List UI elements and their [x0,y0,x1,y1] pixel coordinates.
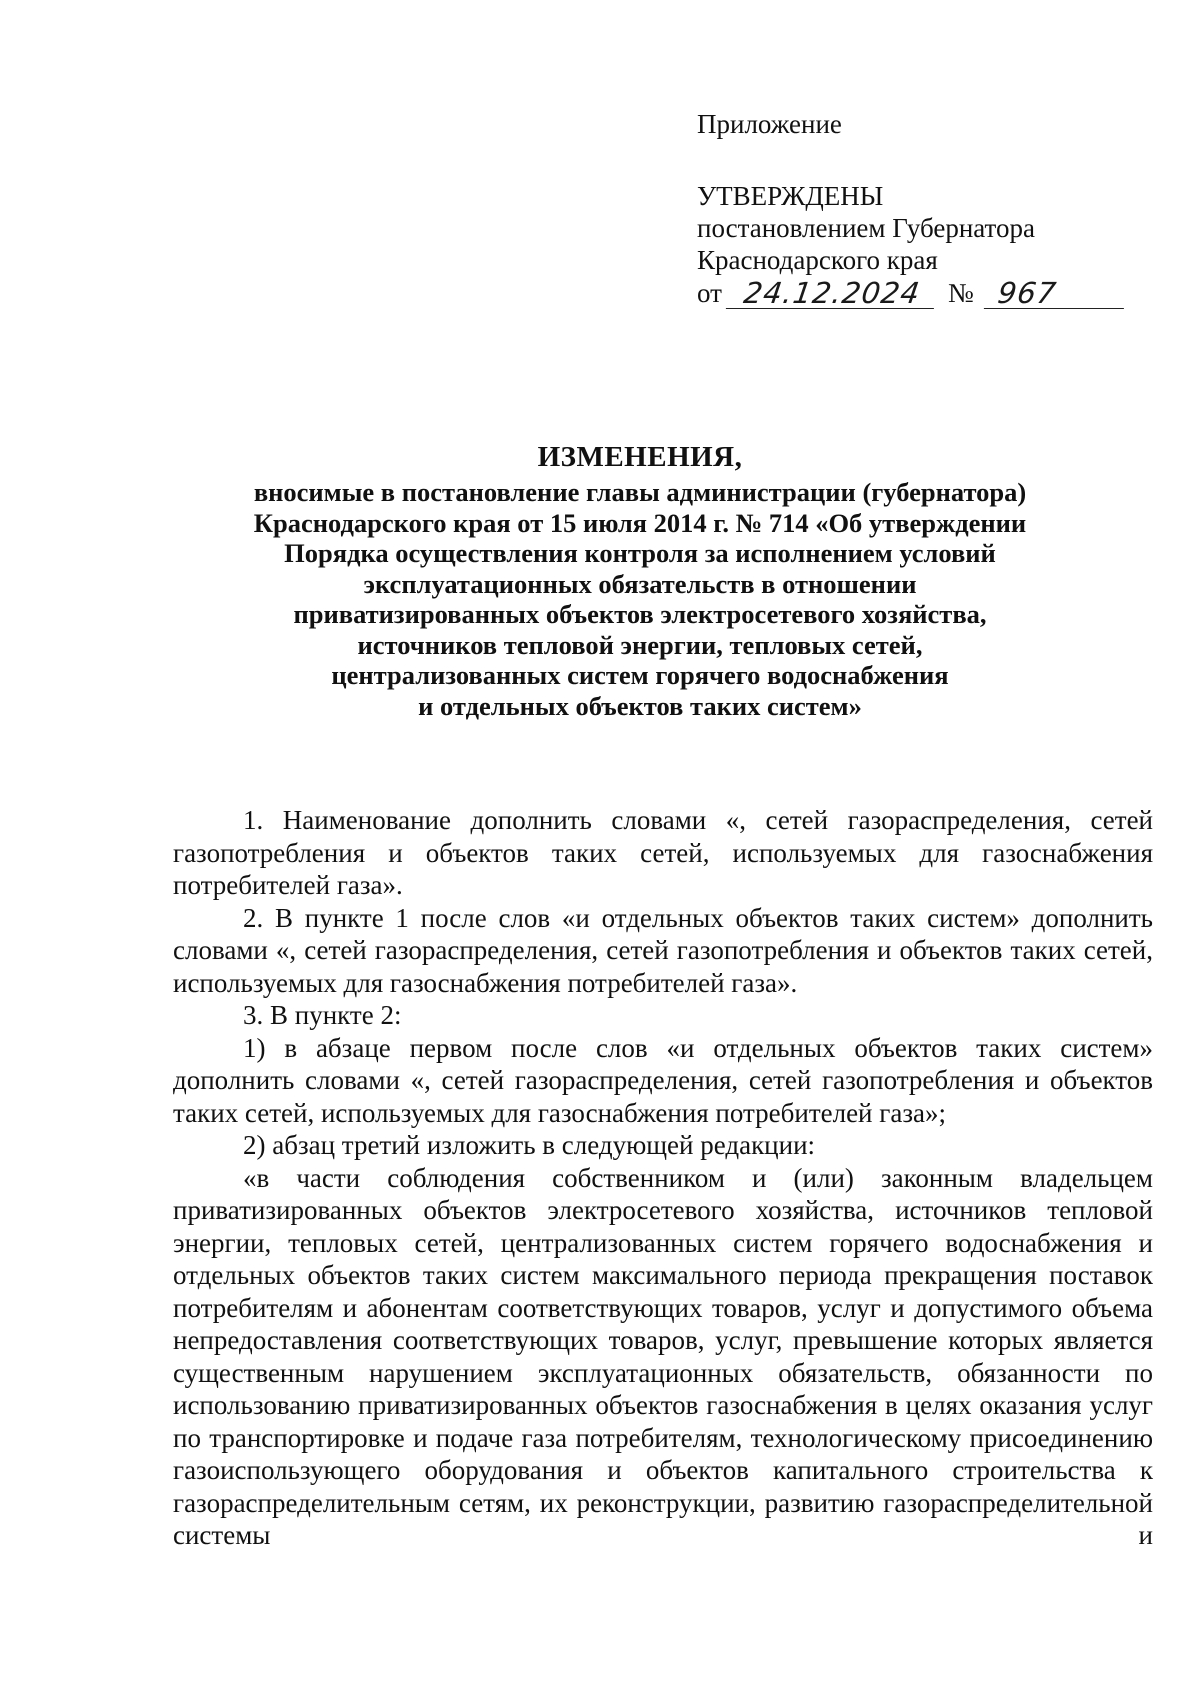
document-title [160,437,1120,721]
paragraph-item-1: 1. Наименование дополнить словами «, сетей газораспределения, сетей газопотребления и объектов таких сетей, используемых для газоснабжения потребителей газа». [173,805,1153,900]
handwritten-number: 967 [984,278,1128,309]
title-line: централизованных систем горячего водоснабжения [331,660,949,690]
number-sign: № [947,278,974,308]
title-line: эксплуатационных обязательств в отношении [363,568,917,599]
title-line: Краснодарского края от 15 июля 2014 г. № 714 «Об утверждении [253,507,1027,538]
paragraph-subitem-2: 2) абзац третий изложить в следующей редакции: [243,1130,816,1160]
decree-label: постановлением Губернатора [697,213,1035,243]
paragraph-subitem-1: 1) в абзаце первом после слов «и отдельных объектов таких систем» дополнить словами «, сетей газораспределения, сетей газопотребления и объектов таких сетей, используемых для газоснабжения потребителей газа»; [173,1032,1153,1128]
title-line: источников тепловой энергии, тепловых сетей, [357,629,923,660]
handwritten-date: 24.12.2024 [726,278,938,309]
title-line: приватизированных объектов электросетевого хозяйства, [293,599,987,629]
from-label: от [697,278,722,308]
title-line: вносимые в постановление главы администрации (губернатора) [253,477,1027,507]
region-label: Краснодарского края [697,245,938,275]
paragraph-quoted-text: «в части соблюдения собственником и (или) законным владельцем приватизированных объектов электросетевого хозяйства, источников тепловой энергии, тепловых сетей, централизованных систем горячего водоснабжения и отдельных объектов таких систем максимального периода прекращения поставок потребителям и абонентам соответствующих товаров, услуг и допустимого объема непредоставления соответствующих товаров, услуг, превышение которых является существенным нарушением эксплуатационных обязательств, обязанности по использованию приватизированных объектов газоснабжения в целях оказания услуг по транспортировке и подаче газа потребителям, технологическому присоединению газоиспользующего оборудования и объектов капитального строительства к газораспределительным сетям, их реконструкции, развитию газораспределительной системы и [173,1162,1153,1550]
title-line: и отдельных объектов таких систем» [418,690,862,721]
title-main: ИЗМЕНЕНИЯ, [537,441,743,473]
date-number-line [697,277,1137,309]
title-line: Порядка осуществления контроля за исполнением условий [284,538,996,568]
paragraph-item-3: 3. В пункте 2: [243,1000,402,1030]
appendix-label: Приложение [697,109,842,139]
paragraph-item-2: 2. В пункте 1 после слов «и отдельных объектов таких систем» дополнить словами «, сетей газораспределения, сетей газопотребления и объектов таких сетей, используемых для газоснабжения потребителей газа». [173,902,1153,998]
approved-label: УТВЕРЖДЕНЫ [697,181,884,211]
document-body [173,804,1153,1552]
approval-block [697,108,1137,309]
